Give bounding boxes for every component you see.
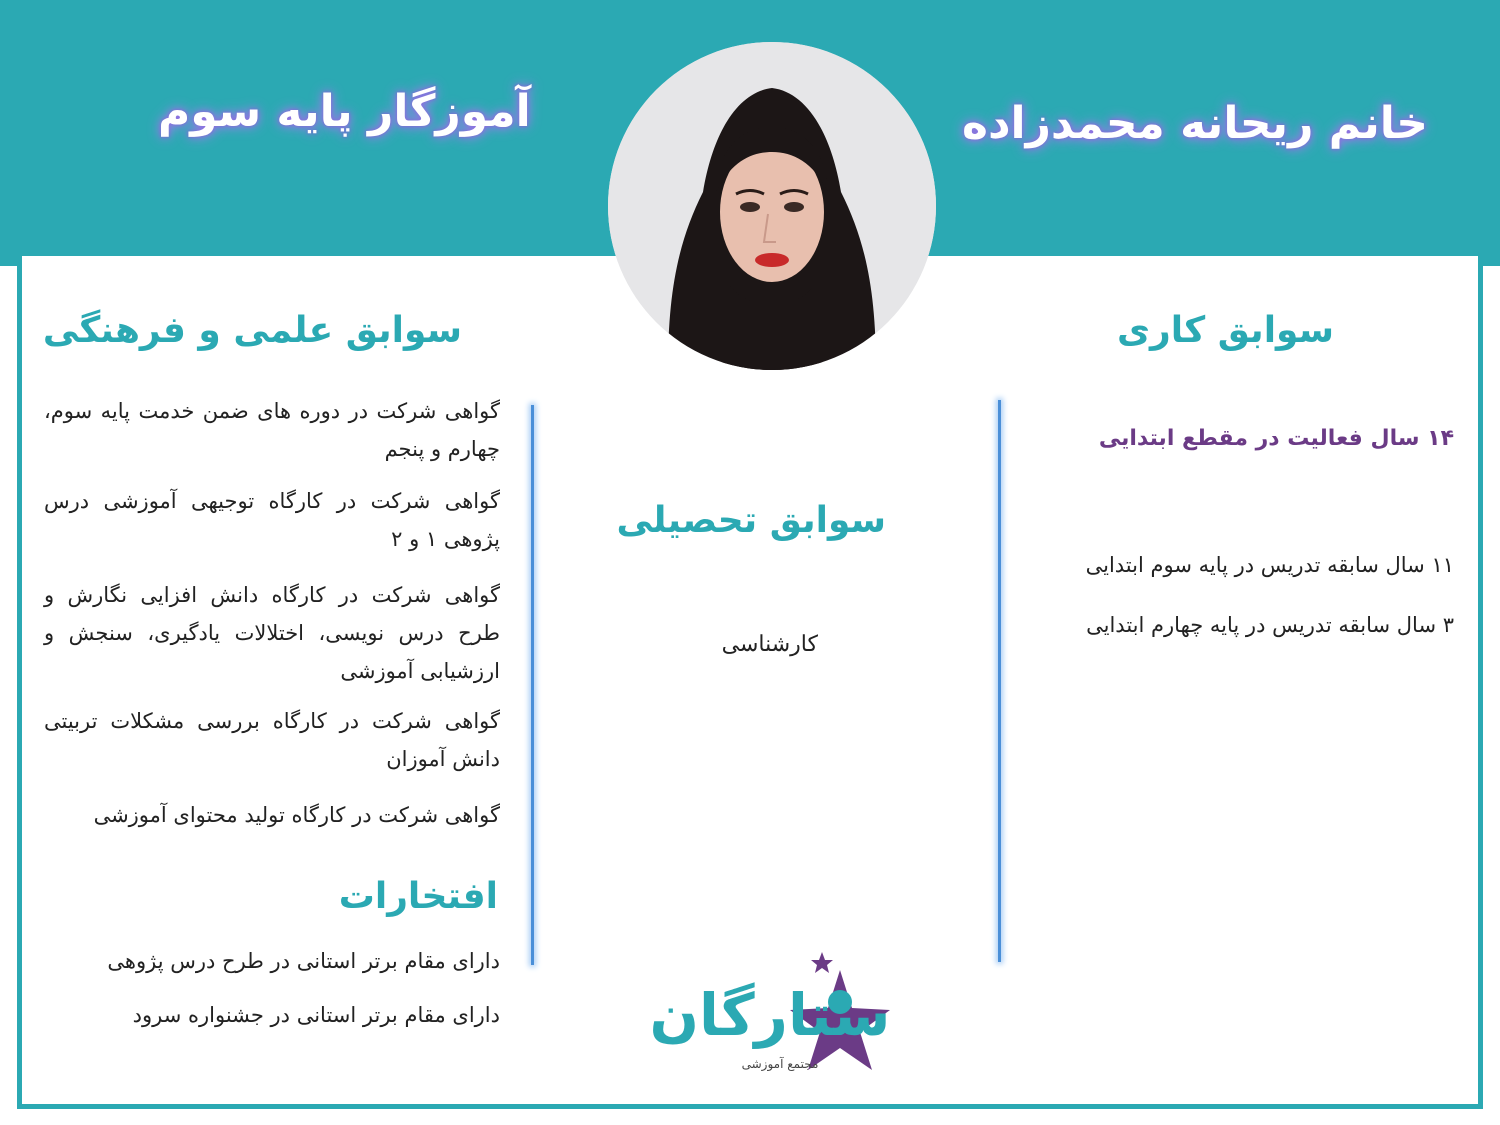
honor-item-1: دارای مقام برتر استانی در طرح درس پژوهی bbox=[107, 949, 500, 973]
teacher-name: خانم ریحانه محمدزاده bbox=[961, 98, 1428, 149]
logo-star-icon bbox=[590, 940, 910, 1080]
logo-text: ستارگان bbox=[649, 981, 891, 1049]
education-degree: کارشناسی bbox=[721, 632, 818, 657]
work-section-title: سوابق کاری bbox=[1117, 310, 1334, 351]
cultural-item-5: گواهی شرکت در کارگاه تولید محتوای آموزشی bbox=[93, 803, 500, 827]
work-item-2: ۳ سال سابقه تدریس در پایه چهارم ابتدایی bbox=[1086, 613, 1454, 637]
work-highlight: ۱۴ سال فعالیت در مقطع ابتدایی bbox=[1098, 426, 1454, 451]
cultural-item-1: گواهی شرکت در دوره های ضمن خدمت پایه سوم، چهارم و پنجم bbox=[44, 399, 500, 461]
work-item-1: ۱۱ سال سابقه تدریس در پایه سوم ابتدایی bbox=[1085, 553, 1454, 577]
setaregan-logo bbox=[590, 940, 910, 1080]
teacher-role: آموزگار پایه سوم bbox=[158, 86, 531, 137]
honors-section-title: افتخارات bbox=[338, 876, 498, 917]
portrait-image bbox=[608, 42, 936, 370]
cultural-item-2: گواهی شرکت در کارگاه توجیهی آموزشی درس پژوهی ۱ و ۲ bbox=[44, 489, 500, 551]
cultural-item-4: گواهی شرکت در کارگاه بررسی مشکلات تربیتی دانش آموزان bbox=[44, 709, 500, 771]
honor-item-2: دارای مقام برتر استانی در جشنواره سرود bbox=[132, 1003, 500, 1027]
cultural-item-3: گواهی شرکت در کارگاه دانش افزایی نگارش و طرح درس نویسی، اختلالات یادگیری، سنجش و ارزشیابی آموزشی bbox=[44, 583, 500, 683]
education-section-title: سوابق تحصیلی bbox=[616, 500, 886, 541]
left-divider bbox=[531, 405, 534, 965]
right-divider bbox=[998, 400, 1001, 962]
teacher-photo bbox=[608, 42, 936, 370]
cultural-section-title: سوابق علمی و فرهنگی bbox=[42, 310, 462, 351]
logo-subtitle: مجتمع آموزشی bbox=[741, 1057, 819, 1071]
